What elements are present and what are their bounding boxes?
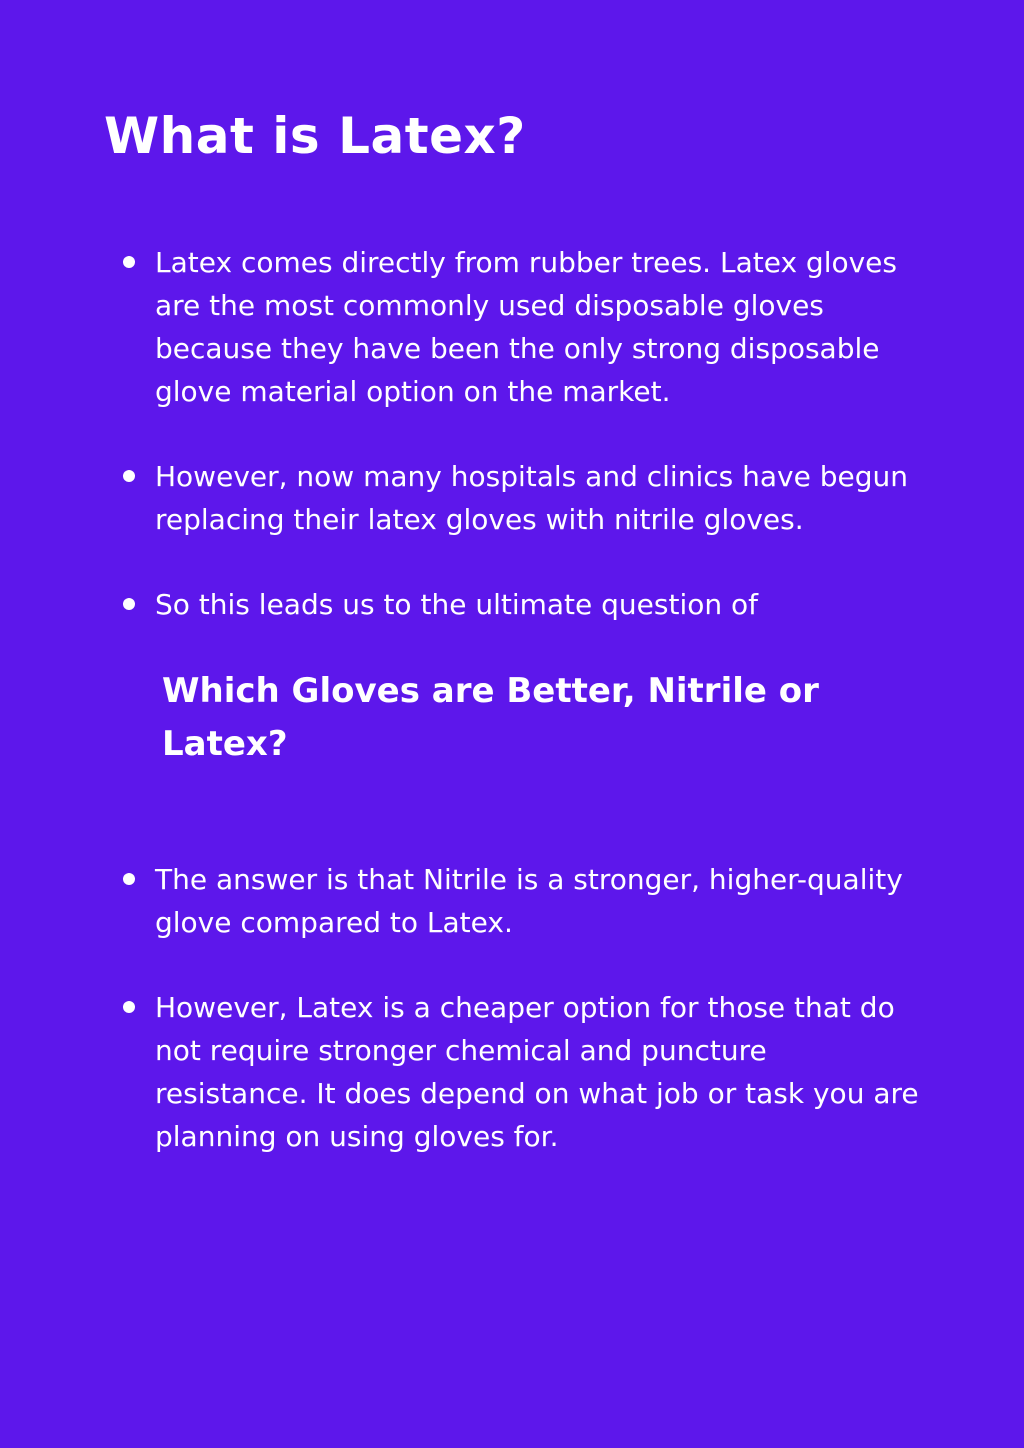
list-item (120, 583, 920, 626)
list-item-text: So this leads us to the ultimate question of (155, 588, 758, 621)
list-item (120, 858, 920, 944)
bullet-icon (123, 598, 135, 610)
list-item (120, 241, 920, 413)
list-item-text: Latex comes directly from rubber trees. Latex gloves are the most commonly used disposable gloves because they have been the only strong disposable glove material option on the market. (155, 246, 897, 408)
list-item-text: However, now many hospitals and clinics have begun replacing their latex gloves with nitrile gloves. (155, 460, 908, 536)
bullet-icon (123, 256, 135, 268)
list-item-text: However, Latex is a cheaper option for those that do not require stronger chemical and puncture resistance. It does depend on what job or task you are planning on using gloves for. (155, 991, 919, 1153)
bullet-icon (123, 470, 135, 482)
answer-bullet-list (120, 858, 920, 1200)
list-item-text: The answer is that Nitrile is a stronger, higher-quality glove compared to Latex. (155, 863, 903, 939)
bullet-icon (123, 1001, 135, 1013)
list-item (120, 986, 920, 1158)
intro-bullet-list (120, 241, 920, 668)
bullet-icon (123, 873, 135, 885)
page-title: What is Latex? (104, 107, 526, 165)
list-item (120, 455, 920, 541)
question-heading: Which Gloves are Better, Nitrile or Latex? (162, 671, 819, 764)
